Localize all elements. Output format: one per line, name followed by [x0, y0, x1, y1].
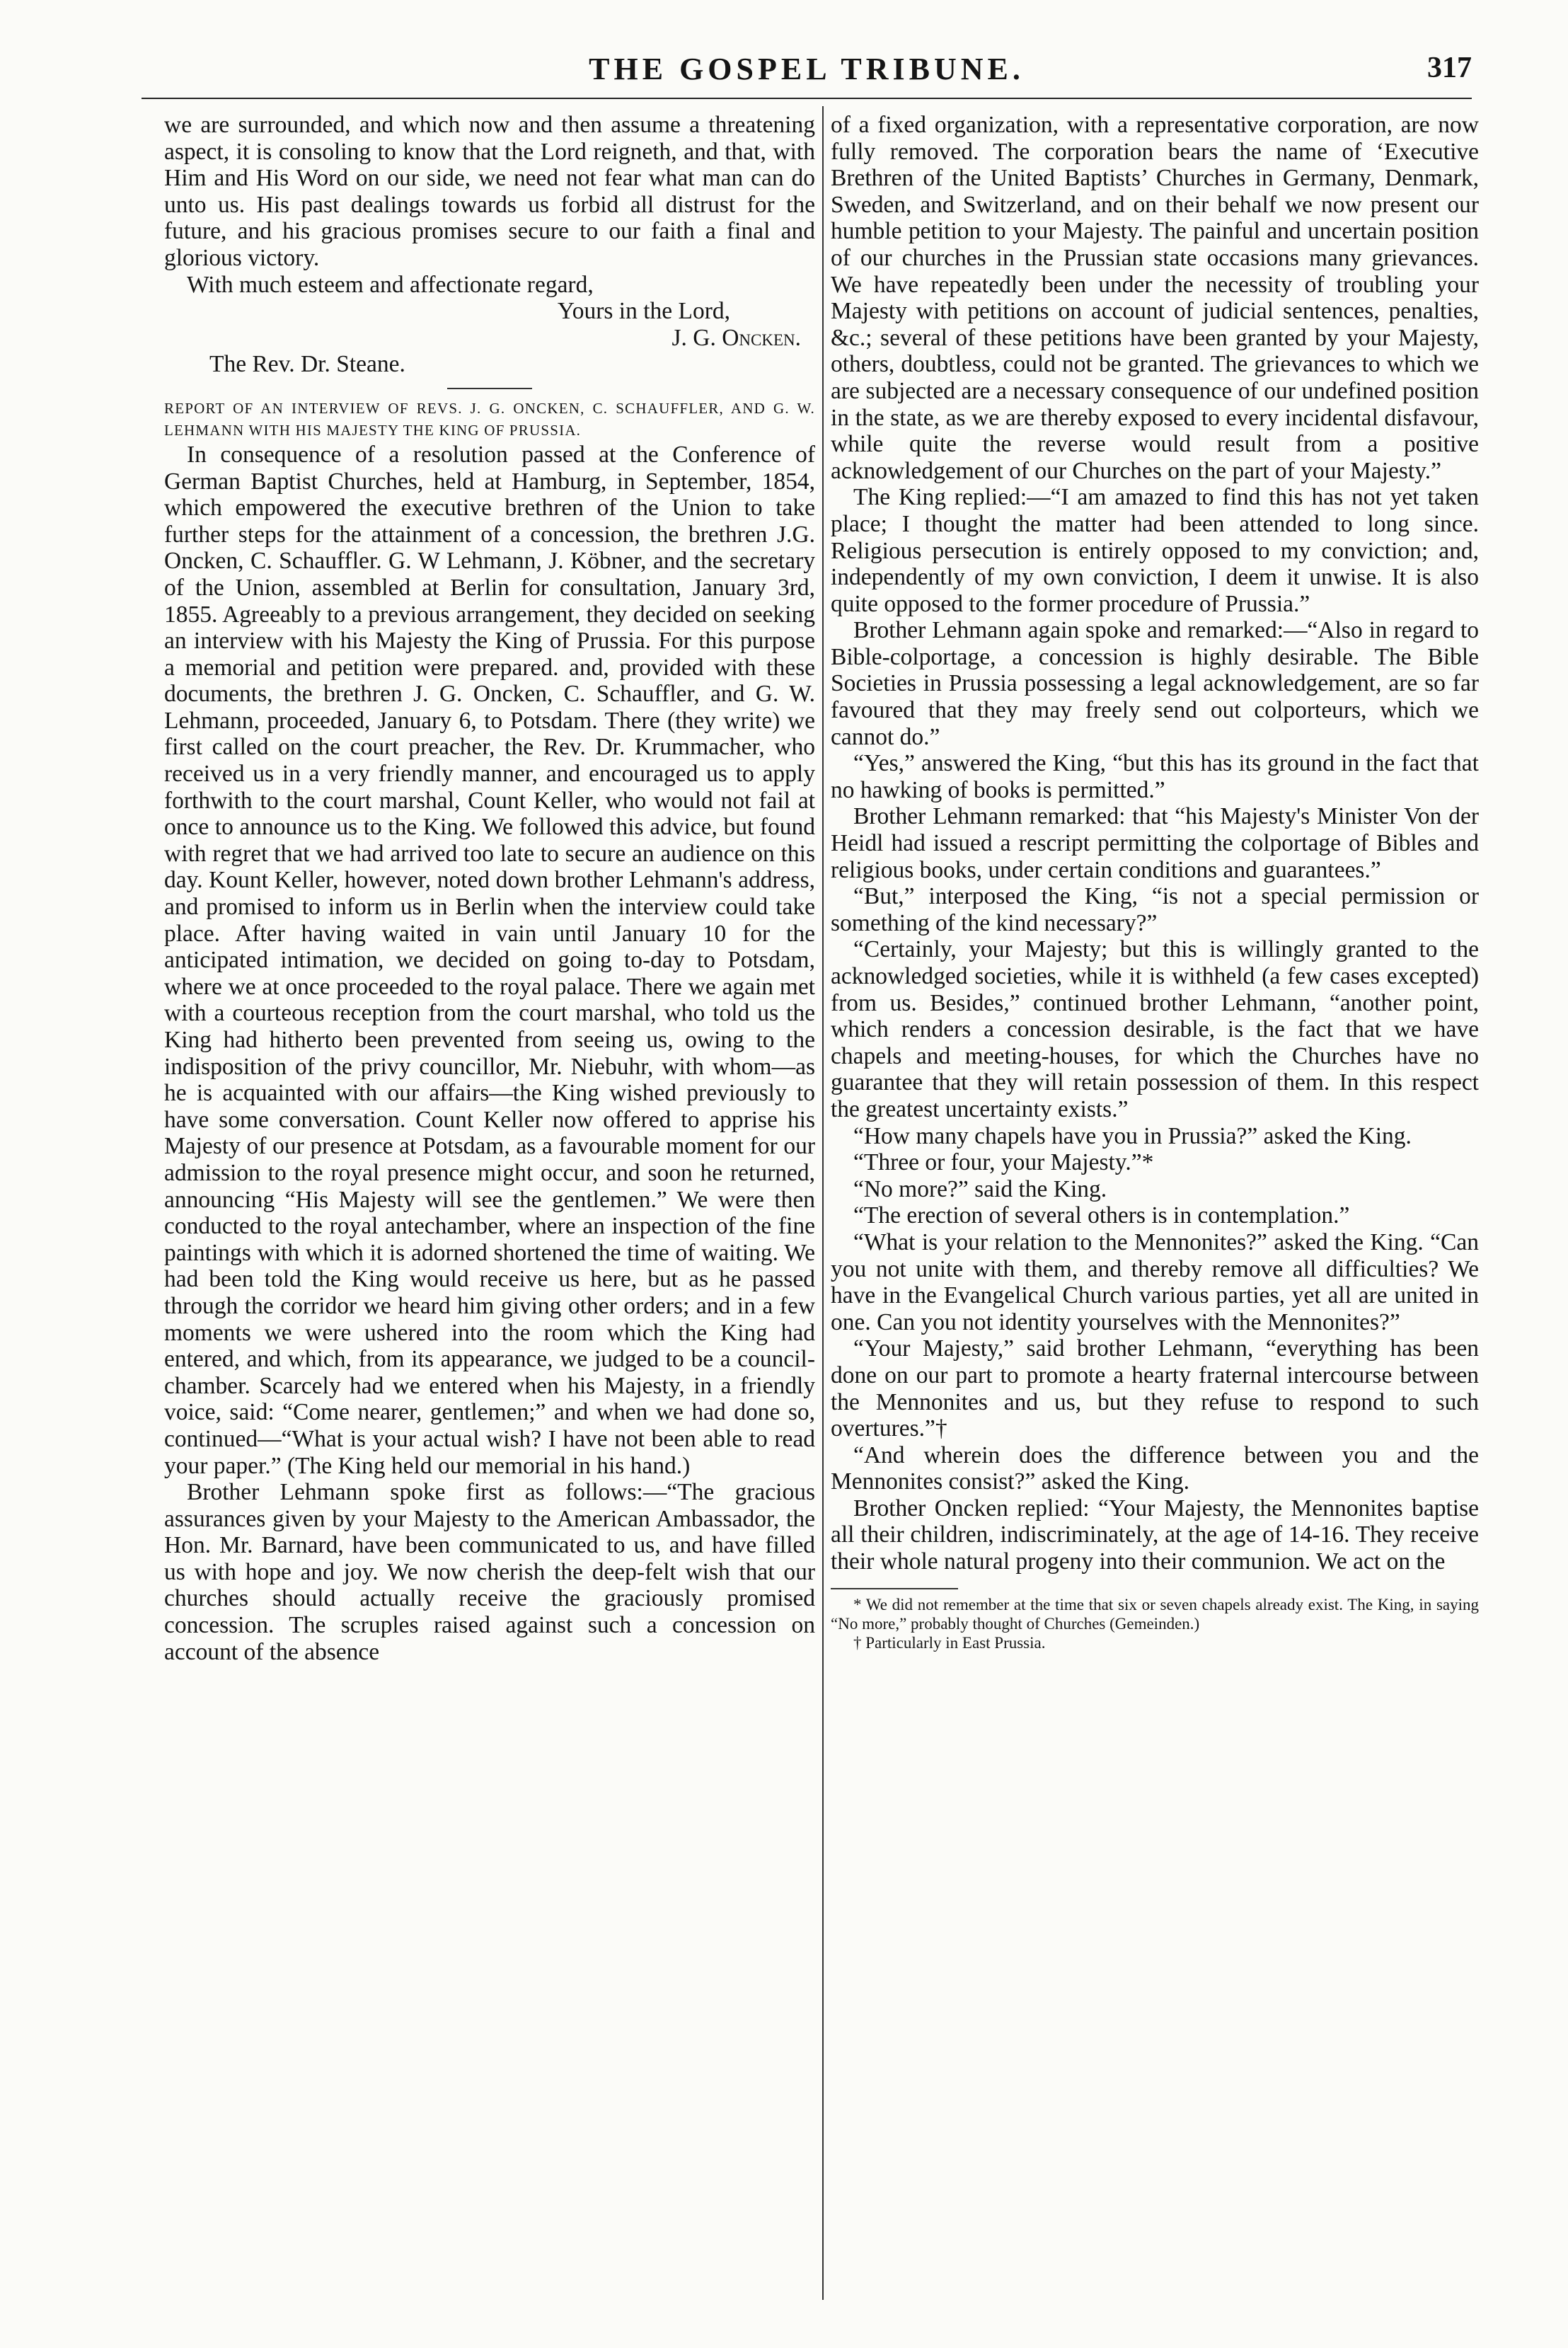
article-paragraph: of a fixed organization, with a representative corporation, are now fully removed. The corporation bears the name of ‘Executive Brethren of the United Baptists’ Churches in Germany, Denmark, Sweden, and Switzerland, and on their behalf we now present our humble petition to your Majesty. The painful and uncertain position of our churches in the Prussian state occasions many grievances. We have repeatedly been under the necessity of troubling your Majesty with petitions on account of judicial sentences, penalties, &c.; several of these petitions have been granted by your Majesty, others, doubtless, could not be granted. The grievances to which we are subjected are a necessary consequence of our undefined position in the state, as we are thereby exposed to every incidental disfavour, while quite the reverse would result from a positive acknowledgement of our Churches on the part of your Majesty.”	[831, 112, 1479, 484]
section-divider	[447, 388, 532, 389]
article-paragraph: The King replied:—“I am amazed to find this has not yet taken place; I thought the matter had been attended to long since. Religious persecution is entirely opposed to my conviction; and, independently of my own conviction, I deem it unwise. It is also quite opposed to the former procedure of Prussia.”	[831, 484, 1479, 617]
page-number: 317	[1427, 52, 1472, 84]
article-paragraph: Brother Lehmann spoke first as follows:—“The gracious assurances given by your Majesty to the American Ambassador, the Hon. Mr. Barnard, have been communicated to us, and have filled us with hope and joy. We now cherish the deep-felt wish that our churches should actually receive the graciously promised concession. The scruples raised against such a concession on account of the absence	[164, 1479, 815, 1665]
footnote-rule	[831, 1588, 958, 1589]
article-paragraph: “Certainly, your Majesty; but this is willingly granted to the acknowledged societies, while it is withheld (a few cases excepted) from us. Besides,” continued brother Lehmann, “another point, which renders a concession desirable, is the fact that we have chapels and meeting-houses, for which the Churches have no guarantee that they will retain possession of them. In this respect the greatest uncertainty exists.”	[831, 936, 1479, 1122]
article-paragraph: Brother Lehmann remarked: that “his Majesty's Minister Von der Heidl had issued a rescript permitting the colportage of Bibles and religious books, under certain conditions and guarantees.”	[831, 803, 1479, 883]
column-rule	[822, 106, 824, 2300]
report-heading: REPORT OF AN INTERVIEW OF REVS. J. G. ONCKEN, C. SCHAUFFLER, AND G. W. LEHMANN WITH HIS MAJESTY THE KING OF PRUSSIA.	[164, 399, 815, 439]
header-rule	[142, 98, 1472, 99]
article-paragraph: “The erection of several others is in contemplation.”	[853, 1202, 1350, 1229]
article-paragraph: “Three or four, your Majesty.”*	[853, 1149, 1154, 1176]
left-column	[164, 112, 815, 1665]
right-column	[831, 112, 1479, 1652]
article-paragraph: “No more?” said the King.	[853, 1175, 1107, 1202]
footnote: † Particularly in East Prussia.	[853, 1633, 1046, 1652]
article-paragraph: Brother Oncken replied: “Your Majesty, the Mennonites baptise all their children, indiscriminately, at the age of 14-16. They receive their whole natural progeny into their communion. We act on the	[831, 1495, 1479, 1575]
letter-closing-paragraph: we are surrounded, and which now and then assume a threatening aspect, it is consoling to know that the Lord reigneth, and that, with Him and His Word on our side, we need not fear what man can do unto us. His past dealings towards us forbid all distrust for the future, and his gracious promises secure to our faith a final and glorious victory.	[164, 112, 815, 271]
article-paragraph: “Yes,” answered the King, “but this has its ground in the fact that no hawking of books is permitted.”	[831, 750, 1479, 803]
article-paragraph: “And wherein does the difference between you and the Mennonites consist?” asked the King.	[831, 1441, 1479, 1495]
letter-recipient: The Rev. Dr. Steane.	[209, 351, 405, 378]
running-title: THE GOSPEL TRIBUNE.	[589, 52, 1025, 86]
article-paragraph: “How many chapels have you in Prussia?” asked the King.	[853, 1122, 1412, 1149]
letter-sign-off: Yours in the Lord,	[557, 298, 730, 325]
article-paragraph: Brother Lehmann again spoke and remarked:—“Also in regard to Bible-colportage, a concession is highly desirable. The Bible Societies in Prussia possessing a legal acknowledgement, are so far favoured that they may freely send out colporteurs, which we cannot do.”	[831, 617, 1479, 750]
footnote: * We did not remember at the time that six or seven chapels already exist. The King, in saying “No more,” probably thought of Churches (Gemeinden.)	[831, 1595, 1479, 1633]
letter-closing: With much esteem and affectionate regard,	[187, 271, 594, 298]
article-paragraph: “What is your relation to the Mennonites?” asked the King. “Can you not unite with them, and thereby remove all difficulties? We have in the Evangelical Church various parties, yet all are united in one. Can you not identity yourselves with the Mennonites?”	[831, 1228, 1479, 1335]
page-header	[142, 47, 1472, 96]
letter-signature: J. G. Oncken.	[671, 324, 801, 351]
article-paragraph: “Your Majesty,” said brother Lehmann, “everything has been done on our part to promote a hearty fraternal intercourse between the Mennonites and us, but they refuse to respond to such overtures.”†	[831, 1335, 1479, 1442]
article-paragraph: In consequence of a resolution passed at the Conference of German Baptist Churches, held at Hamburg, in September, 1854, which empowered the executive brethren of the Union to take further steps for the attainment of a concession, the brethren J.G. Oncken, C. Schauffler. G. W Lehmann, J. Köbner, and the secretary of the Union, assembled at Berlin for consultation, January 3rd, 1855. Agreeably to a previous arrangement, they decided on seeking an interview with his Majesty the King of Prussia. For this purpose a memorial and petition were prepared. and, provided with these documents, the brethren J. G. Oncken, C. Schauffler, and G. W. Lehmann, proceeded, January 6, to Potsdam. There (they write) we first called on the court preacher, the Rev. Dr. Krummacher, who received us in a very friendly manner, and encouraged us to apply forthwith to the court marshal, Count Keller, who would not fail at once to announce us to the King. We followed this advice, but found with regret that we had arrived too late to secure an audience on this day. Kount Keller, however, noted down brother Lehmann's address, and promised to inform us in Berlin when the interview could take place. After having waited in vain until January 10 for the anticipated intimation, we decided on going to-day to Potsdam, where we at once proceeded to the royal palace. There we again met with a courteous reception from the court marshal, who told us the King had hitherto been prevented from seeing us, owing to the indisposition of the privy councillor, Mr. Niebuhr, with whom—as he is acquainted with our affairs—the King wished previously to have some conversation. Count Keller now offered to apprise his Majesty of our presence at Potsdam, as a favourable moment for our admission to the royal presence might occur, and soon he returned, announcing “His Majesty will see the gentlemen.” We were then conducted to the royal antechamber, where an inspection of the fine paintings with which it is adorned shortened the time of waiting. We had been told the King would receive us here, but as he passed through the corridor we heard him giving other orders; and in a few moments we were ushered into the room which the King had entered, and which, from its appearance, we judged to be a council-chamber. Scarcely had we entered when his Majesty, in a friendly voice, said: “Come nearer, gentlemen;” and when we had done so, continued—“What is your actual wish? I have not been able to read your paper.” (The King held our memorial in his hand.)	[164, 441, 815, 1479]
article-paragraph: “But,” interposed the King, “is not a special permission or something of the kind necessary?”	[831, 883, 1479, 936]
